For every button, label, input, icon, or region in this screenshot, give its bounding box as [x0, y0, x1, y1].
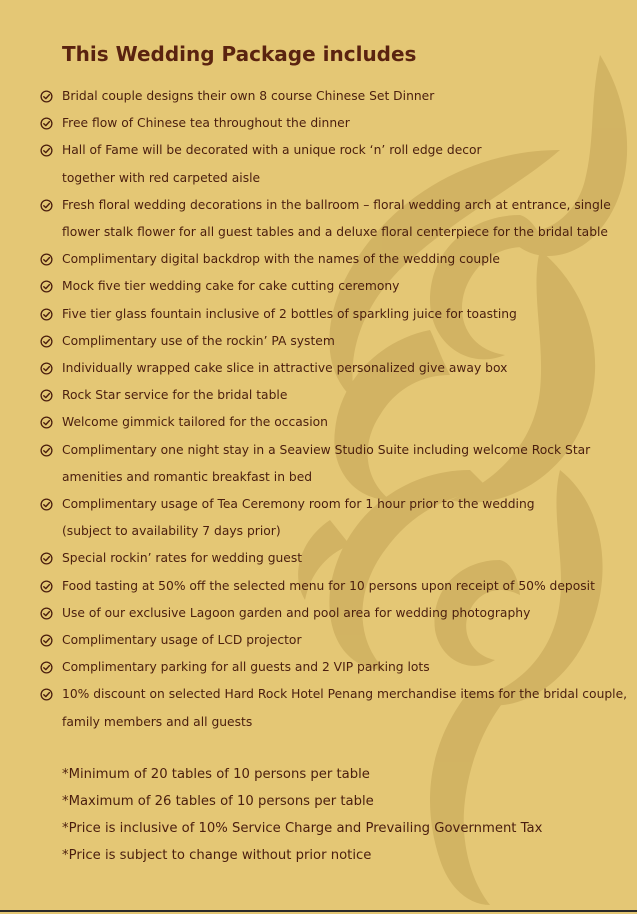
list-item-text: (subject to availability 7 days prior)	[62, 524, 281, 539]
list-item-text: amenities and romantic breakfast in bed	[62, 469, 313, 484]
note-line: *Price is subject to change without prior notice	[62, 848, 372, 863]
list-item-text: Fresh floral wedding decorations in the ballroom – floral wedding arch at entrance, single	[62, 197, 611, 212]
list-item-text: Special rockin’ rates for wedding guest	[62, 551, 303, 566]
list-item	[40, 600, 620, 627]
list-item	[40, 681, 628, 735]
list-item	[40, 83, 620, 110]
check-circle-icon	[40, 389, 53, 402]
list-item-text: family members and all guests	[62, 714, 253, 729]
note-line: *Minimum of 20 tables of 10 persons per table	[62, 767, 370, 782]
list-item-text: Individually wrapped cake slice in attractive personalized give away box	[62, 361, 508, 376]
list-item-text: Free flow of Chinese tea throughout the dinner	[62, 116, 350, 131]
note-line: *Maximum of 26 tables of 10 persons per table	[62, 794, 374, 809]
list-item	[40, 273, 620, 300]
package-notes	[62, 761, 542, 869]
check-circle-icon	[40, 199, 53, 212]
check-circle-icon	[40, 90, 53, 103]
check-circle-icon	[40, 444, 53, 457]
list-item	[40, 409, 620, 436]
list-item	[40, 491, 620, 545]
check-circle-icon	[40, 634, 53, 647]
check-circle-icon	[40, 688, 53, 701]
list-item-text: Use of our exclusive Lagoon garden and pool area for wedding photography	[62, 605, 531, 620]
list-item-text: Complimentary usage of Tea Ceremony room for 1 hour prior to the wedding	[62, 497, 535, 512]
list-item	[40, 137, 620, 191]
note-line: *Price is inclusive of 10% Service Charge and Prevailing Government Tax	[62, 821, 543, 836]
check-circle-icon	[40, 580, 53, 593]
list-item-text: Food tasting at 50% off the selected menu for 10 persons upon receipt of 50% deposit	[62, 578, 595, 593]
check-circle-icon	[40, 335, 53, 348]
list-item-text: Rock Star service for the bridal table	[62, 388, 288, 403]
check-circle-icon	[40, 416, 53, 429]
check-circle-icon	[40, 661, 53, 674]
list-item	[40, 328, 620, 355]
check-circle-icon	[40, 280, 53, 293]
list-item	[40, 355, 620, 382]
check-circle-icon	[40, 607, 53, 620]
page-title: This Wedding Package includes	[62, 42, 417, 66]
list-item	[40, 382, 620, 409]
list-item-text: flower stalk flower for all guest tables and a deluxe floral centerpiece for the bridal table	[62, 225, 608, 240]
check-circle-icon	[40, 552, 53, 565]
check-circle-icon	[40, 253, 53, 266]
package-items-list	[40, 83, 628, 736]
list-item	[40, 545, 620, 572]
list-item-text: Complimentary digital backdrop with the names of the wedding couple	[62, 252, 500, 267]
list-item-text: Bridal couple designs their own 8 course Chinese Set Dinner	[62, 89, 435, 103]
list-item-text: Complimentary use of the rockin’ PA system	[62, 333, 335, 348]
list-item	[40, 301, 620, 328]
list-item	[40, 192, 620, 246]
check-circle-icon	[40, 362, 53, 375]
check-circle-icon	[40, 144, 53, 157]
bottom-divider	[0, 910, 637, 912]
list-item	[40, 573, 620, 600]
list-item-text: together with red carpeted aisle	[62, 170, 261, 185]
list-item-text: Complimentary parking for all guests and 2 VIP parking lots	[62, 660, 430, 675]
list-item-text: Complimentary one night stay in a Seaview Studio Suite including welcome Rock Star	[62, 442, 591, 457]
list-item-text: 10% discount on selected Hard Rock Hotel Penang merchandise items for the bridal couple,	[62, 687, 628, 702]
list-item-text: Mock five tier wedding cake for cake cutting ceremony	[62, 279, 400, 294]
check-circle-icon	[40, 117, 53, 130]
check-circle-icon	[40, 308, 53, 321]
list-item-text: Welcome gimmick tailored for the occasion	[62, 415, 328, 430]
list-item	[40, 654, 620, 681]
list-item	[40, 627, 620, 654]
list-item	[40, 110, 620, 137]
list-item-text: Hall of Fame will be decorated with a unique rock ‘n’ roll edge decor	[62, 143, 482, 158]
list-item-text: Complimentary usage of LCD projector	[62, 633, 302, 648]
list-item	[40, 437, 620, 491]
check-circle-icon	[40, 498, 53, 511]
list-item-text: Five tier glass fountain inclusive of 2 bottles of sparkling juice for toasting	[62, 306, 517, 321]
list-item	[40, 246, 620, 273]
